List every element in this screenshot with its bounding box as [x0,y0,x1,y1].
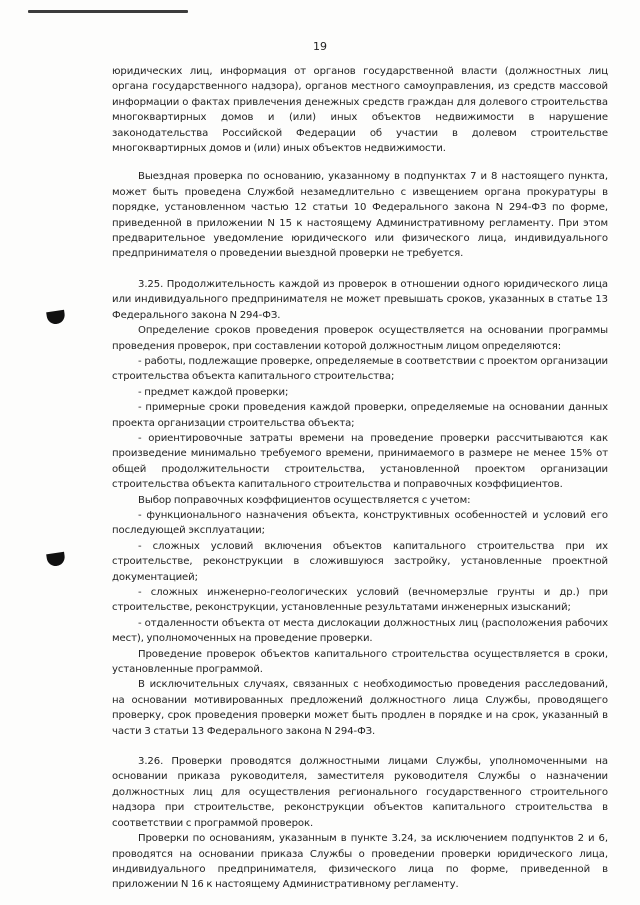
list-item: - работы, подлежащие проверке, определяемые в соответствии с проектом организации строительства объекта капитального строительства; [112,355,608,383]
list-item: - ориентировочные затраты времени на проведение проверки рассчитываются как произведение минимально требуемого времени, принимаемого в размере не менее 15% от общей продолжительности строительства, установленной проектом организации строительства объекта капитального строительства и поправочных коэффициентов. [112,432,608,491]
document-body [112,64,608,893]
top-scan-rule [28,10,188,13]
page-number: 19 [313,40,327,53]
paragraph-coefficients: Выбор поправочных коэффициентов осуществляется с учетом: [138,494,471,506]
list-item: - примерные сроки проведения каждой проверки, определяемые на основании данных проекта организации строительства объекта; [112,402,608,429]
punch-hole-mark [46,552,66,567]
paragraph-onsite-inspection: Выездная проверка по основанию, указанному в подпунктах 7 и 8 настоящего пункта, может быть проведена Службой незамедлительно с извещением органа прокуратуры в порядке, установленном частью 12 статьи 10 Федерального закона N 294-ФЗ по форме, приведенной в приложении N 15 к настоящему Административному регламенту. При этом предварительное уведомление юридического или физического лица, индивидуального предпринимателя о проведении выездной проверки не требуется. [112,171,608,260]
list-item: - предмет каждой проверки; [138,386,289,398]
paragraph-terms-definition: Определение сроков проведения проверок осуществляется на основании программы проведения проверок, при составлении которой должностным лицом определяются: [112,325,608,352]
paragraph-inspection-grounds: Проверки по основаниям, указанным в пункте 3.24, за исключением подпунктов 2 и 6, проводятся на основании приказа Службы о проведении проверки юридического лица, индивидуального предпринимателя, физического лица по форме, приведенной в приложении N 16 к настоящему Административному регламенту. [112,833,608,891]
list-item: - сложных инженерно-геологических условий (вечномерзлые грунты и др.) при строительстве, реконструкции, установленные результатами инженерных изысканий; [112,587,608,614]
paragraph-clause-3-26: 3.26. Проверки проводятся должностными лицами Службы, уполномоченными на основании приказа руководителя, заместителя руководителя Службы о назначении должностных лиц для осуществления регионального государственного строительного надзора при строительстве, реконструкции объектов капитального строительства в соответствии с программой проверок. [112,756,608,829]
list-item: - функционального назначения объекта, конструктивных особенностей и условий его последующей эксплуатации; [112,509,608,537]
paragraph-exceptional-cases: В исключительных случаях, связанных с необходимостью проведения расследований, на основании мотивированных предложений должностного лица Службы, проводящего проверку, срок проведения проверки может быть продлен в порядке и на срок, указанный в части 3 статьи 13 Федерального закона N 294-ФЗ. [112,679,608,737]
paragraph-continuation: юридических лиц, информация от органов государственной власти (должностных лиц органа государственного надзора), органов местного самоуправления, из средств массовой информации о фактах привлечения денежных средств граждан для долевого строительства многоквартирных домов и (или) иных объектов недвижимости в нарушение законодательства Российской Федерации об участии в долевом строительстве многоквартирных домов и (или) иных объектов недвижимости. [112,66,608,155]
paragraph-clause-3-25: 3.25. Продолжительность каждой из проверок в отношении одного юридического лица или индивидуального предпринимателя не может превышать сроков, указанных в статье 13 Федерального закона N 294-ФЗ. [112,278,608,321]
paragraph-program-terms: Проведение проверок объектов капитального строительства осуществляется в сроки, установленные программой. [112,648,608,676]
list-item: - отдаленности объекта от места дислокации должностных лиц (расположения рабочих мест), уполномоченных на проведение проверки. [112,617,608,645]
list-item: - сложных условий включения объектов капитального строительства при их строительстве, реконструкции в сложившуюся застройку, установленные проектной документацией; [112,540,608,583]
punch-hole-mark [46,310,66,325]
